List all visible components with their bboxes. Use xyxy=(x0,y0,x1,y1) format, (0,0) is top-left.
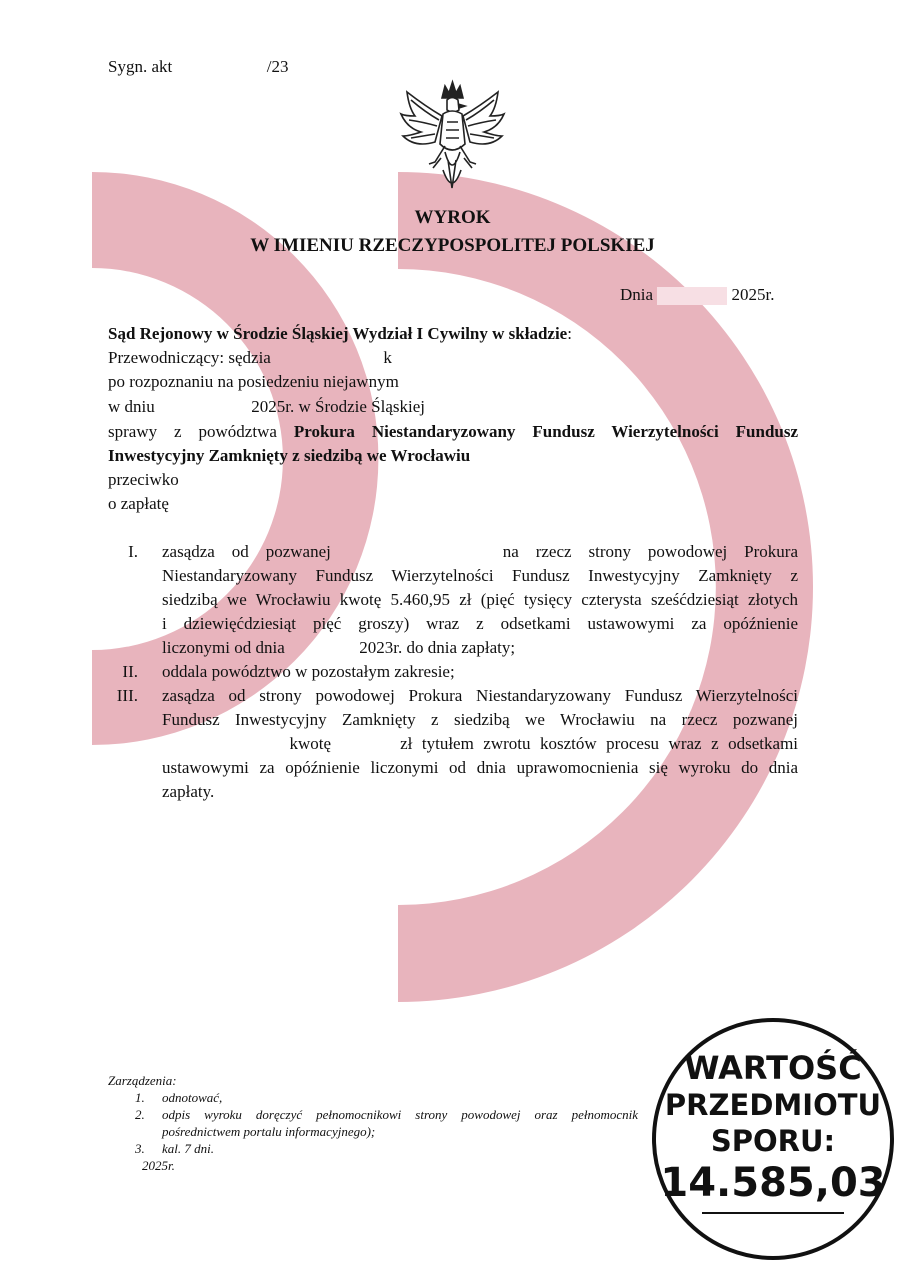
court-name-text: Sąd Rejonowy w Środzie Śląskiej Wydział I Cywilny w składzie xyxy=(108,324,568,343)
judgment-date xyxy=(620,283,775,307)
court-name-colon: : xyxy=(567,324,572,343)
ruling-1-text-b: na rzecz strony powodowej Prokura xyxy=(502,542,799,561)
stamp-underline xyxy=(702,1212,844,1214)
ruling-3-line-1: zasądza od strony powodowej Prokura Niestandaryzowany Fundusz Wierzytelności xyxy=(162,686,798,705)
judgment-date-suffix: 2025r. xyxy=(731,285,775,304)
presiding-label: Przewodniczący: sędzia xyxy=(108,348,271,367)
polish-eagle-emblem-icon xyxy=(395,78,510,200)
redacted-judge-name xyxy=(275,350,379,368)
dispute-value-stamp xyxy=(652,1018,894,1260)
order-1-text: odnotować, xyxy=(162,1090,223,1105)
case-signature-prefix: Sygn. akt xyxy=(108,57,173,76)
ruling-3-line-2: Fundusz Inwestycyjny Zamknięty z siedzibą we Wrocławiu na rzecz pozwanej xyxy=(162,710,798,729)
ruling-1-line-2: Niestandaryzowany Fundusz Wierzytelności Fundusz Inwestycyjny Zamknięty z xyxy=(162,566,798,585)
session-date-prefix: w dniu xyxy=(108,397,155,416)
ruling-3-text-b: zł tytułem zwrotu kosztów procesu wraz z odsetkami xyxy=(400,734,799,753)
orders-date: 2025r. xyxy=(142,1158,175,1173)
order-3-text: kal. 7 dni. xyxy=(162,1141,214,1156)
ruling-1-text-d: 2023r. do dnia zapłaty; xyxy=(359,638,516,657)
redacted-cost-amount xyxy=(341,736,391,754)
against-label: przeciwko xyxy=(108,470,179,489)
redacted-case-number xyxy=(176,59,262,77)
redacted-interest-date xyxy=(289,640,355,658)
plaintiff-line-2: Inwestycyjny Zamknięty z siedzibą we Wrocławiu xyxy=(108,446,471,465)
orders-heading: Zarządzenia: xyxy=(108,1073,177,1088)
stamp-line-1: WARTOŚĆ xyxy=(684,1049,862,1087)
case-signature-suffix: /23 xyxy=(266,57,289,76)
ruling-1-line-5 xyxy=(162,636,798,660)
plaintiff-name-part1: Prokura Niestandaryzowany Fundusz Wierzytelności Fundusz xyxy=(293,422,799,441)
case-parties xyxy=(108,420,798,468)
case-signature xyxy=(108,55,288,79)
court-name xyxy=(108,322,572,346)
ruling-3-line-3 xyxy=(162,732,798,756)
session-info: po rozpoznaniu na posiedzeniu niejawnym xyxy=(108,372,399,391)
ruling-1-number: I. xyxy=(128,542,138,561)
ruling-1-line-1 xyxy=(162,540,798,564)
ruling-2 xyxy=(162,660,798,684)
ruling-2-number: II. xyxy=(122,662,138,681)
judgment-date-prefix: Dnia xyxy=(620,285,654,304)
presiding-suffix: k xyxy=(383,348,392,367)
defendant-line xyxy=(108,468,313,492)
ruling-3-text-a: kwotę xyxy=(289,734,332,753)
order-2-text-cont: pośrednictwem portalu informacyjnego); xyxy=(162,1124,376,1139)
ruling-1-text-a: zasądza od pozwanej xyxy=(162,542,331,561)
session-date-suffix: 2025r. w Środzie Śląskiej xyxy=(251,397,426,416)
order-1-number: 1. xyxy=(135,1090,145,1105)
ruling-1-line-3: siedzibą we Wrocławiu kwotę 5.460,95 zł (pięć tysięcy czterysta sześćdziesiąt złotych xyxy=(162,590,798,609)
plaintiff-line-1 xyxy=(108,420,798,444)
redacted-defendant xyxy=(348,544,486,562)
redacted-defendant-name xyxy=(183,472,313,490)
stamp-line-3: SPORU: xyxy=(710,1124,836,1158)
case-prefix: sprawy z powództwa xyxy=(108,422,277,441)
session-date xyxy=(108,395,425,419)
stamp-line-2: PRZEDMIOTU xyxy=(664,1088,882,1122)
order-2-text: odpis wyroku doręczyć pełnomocnikowi strony powodowej oraz pełnomocnik xyxy=(162,1107,638,1122)
case-subject: o zapłatę xyxy=(108,494,169,513)
redacted-session-date xyxy=(159,399,247,417)
stamp-value: 14.585,03 xyxy=(660,1160,886,1206)
redacted-date xyxy=(657,287,727,305)
ruling-1-line-4: i dziewięćdziesiąt pięć groszy) wraz z odsetkami ustawowymi za opóźnienie xyxy=(162,614,798,633)
ruling-3-line-4: ustawowymi za opóźnienie liczonymi od dnia uprawomocnienia się wyroku do dnia xyxy=(162,758,798,777)
judgment-subtitle: W IMIENIU RZECZYPOSPOLITEJ POLSKIEJ xyxy=(250,235,655,256)
ruling-2-line-1: oddala powództwo w pozostałym zakresie; xyxy=(162,662,455,681)
ruling-3-number: III. xyxy=(116,686,138,705)
ruling-3 xyxy=(162,684,798,804)
presiding-judge xyxy=(108,346,392,370)
ruling-1-text-c: liczonymi od dnia xyxy=(162,638,285,657)
judgment-title: WYROK xyxy=(414,207,491,228)
order-3-number: 3. xyxy=(135,1141,145,1156)
redacted-defendant-2 xyxy=(162,736,280,754)
ruling-3-line-5: zapłaty. xyxy=(162,782,215,801)
order-2-number: 2. xyxy=(135,1107,145,1122)
ruling-1 xyxy=(162,540,798,660)
